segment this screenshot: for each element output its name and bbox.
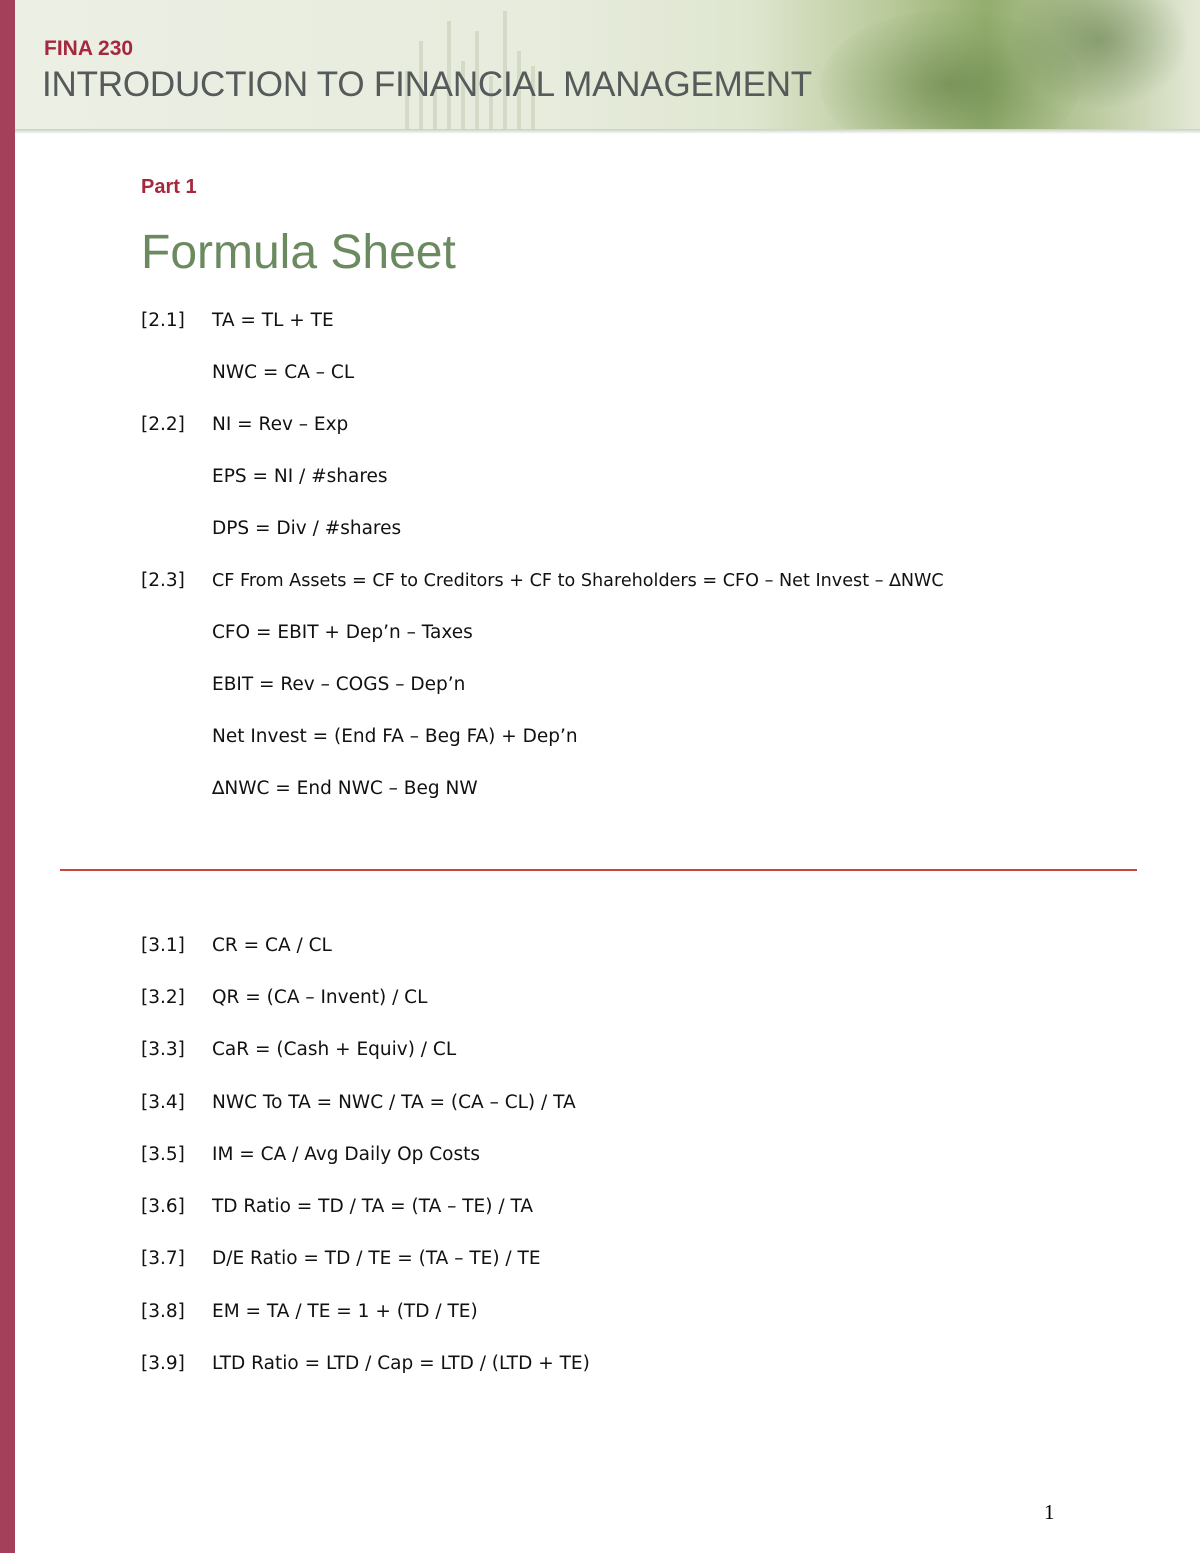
- formula-expression: NI = Rev – Exp: [212, 414, 349, 435]
- formula-expression: CR = CA / CL: [212, 935, 332, 956]
- formula-expression: CFO = EBIT + Dep’n – Taxes: [212, 622, 473, 643]
- formula-row: [0, 1089, 1100, 1117]
- formula-row: [0, 671, 1100, 699]
- formula-row: [0, 359, 1100, 387]
- formula-ref: [3.5]: [141, 1144, 185, 1165]
- formula-expression: Net Invest = (End FA – Beg FA) + Dep’n: [212, 726, 578, 747]
- formula-ref: [3.7]: [141, 1248, 185, 1269]
- formula-row: [0, 984, 1100, 1012]
- formula-ref: [3.3]: [141, 1039, 185, 1060]
- formula-row: [0, 775, 1100, 803]
- formula-row: [0, 1193, 1100, 1221]
- formula-ref: [3.4]: [141, 1092, 185, 1113]
- banner-shadow: [15, 129, 1200, 134]
- formula-row: [0, 1298, 1100, 1326]
- formula-expression: LTD Ratio = LTD / Cap = LTD / (LTD + TE): [212, 1353, 590, 1374]
- formula-row: [0, 411, 1100, 439]
- course-title: INTRODUCTION TO FINANCIAL MANAGEMENT: [42, 65, 812, 104]
- formula-ref: [3.9]: [141, 1353, 185, 1374]
- formula-expression: TD Ratio = TD / TA = (TA – TE) / TA: [212, 1196, 533, 1217]
- formula-expression: EBIT = Rev – COGS – Dep’n: [212, 674, 466, 695]
- formula-ref: [3.8]: [141, 1301, 185, 1322]
- formula-expression: DPS = Div / #shares: [212, 518, 402, 539]
- formula-ref: [2.1]: [141, 310, 185, 331]
- formula-row: [0, 932, 1100, 960]
- sheet-title: Formula Sheet: [141, 226, 456, 279]
- formula-ref: [3.1]: [141, 935, 185, 956]
- formula-row: [0, 307, 1100, 335]
- formula-expression: EM = TA / TE = 1 + (TD / TE): [212, 1301, 478, 1322]
- course-code: FINA 230: [44, 37, 134, 60]
- page-number: 1: [1044, 1500, 1055, 1524]
- formula-ref: [3.2]: [141, 987, 185, 1008]
- formula-expression: TA = TL + TE: [212, 310, 334, 331]
- part-label: Part 1: [141, 176, 197, 198]
- formula-expression: CaR = (Cash + Equiv) / CL: [212, 1039, 457, 1060]
- formula-ref: [2.2]: [141, 414, 185, 435]
- formula-row: [0, 567, 1100, 595]
- formula-expression: NWC = CA – CL: [212, 362, 355, 383]
- formula-expression: CF From Assets = CF to Creditors + CF to Shareholders = CFO – Net Invest – ∆NWC: [212, 571, 944, 591]
- formula-row: [0, 1350, 1100, 1378]
- formula-expression: D/E Ratio = TD / TE = (TA – TE) / TE: [212, 1248, 541, 1269]
- formula-row: [0, 619, 1100, 647]
- formula-ref: [2.3]: [141, 570, 185, 591]
- formula-row: [0, 463, 1100, 491]
- formula-expression: ∆NWC = End NWC – Beg NW: [212, 778, 478, 799]
- formula-row: [0, 515, 1100, 543]
- formula-expression: IM = CA / Avg Daily Op Costs: [212, 1144, 481, 1165]
- formula-row: [0, 723, 1100, 751]
- formula-row: [0, 1036, 1100, 1064]
- formula-expression: NWC To TA = NWC / TA = (CA – CL) / TA: [212, 1092, 576, 1113]
- formula-expression: EPS = NI / #shares: [212, 466, 388, 487]
- formula-expression: QR = (CA – Invent) / CL: [212, 987, 428, 1008]
- section-divider: [60, 869, 1137, 871]
- formula-row: [0, 1245, 1100, 1273]
- formula-ref: [3.6]: [141, 1196, 185, 1217]
- formula-row: [0, 1141, 1100, 1169]
